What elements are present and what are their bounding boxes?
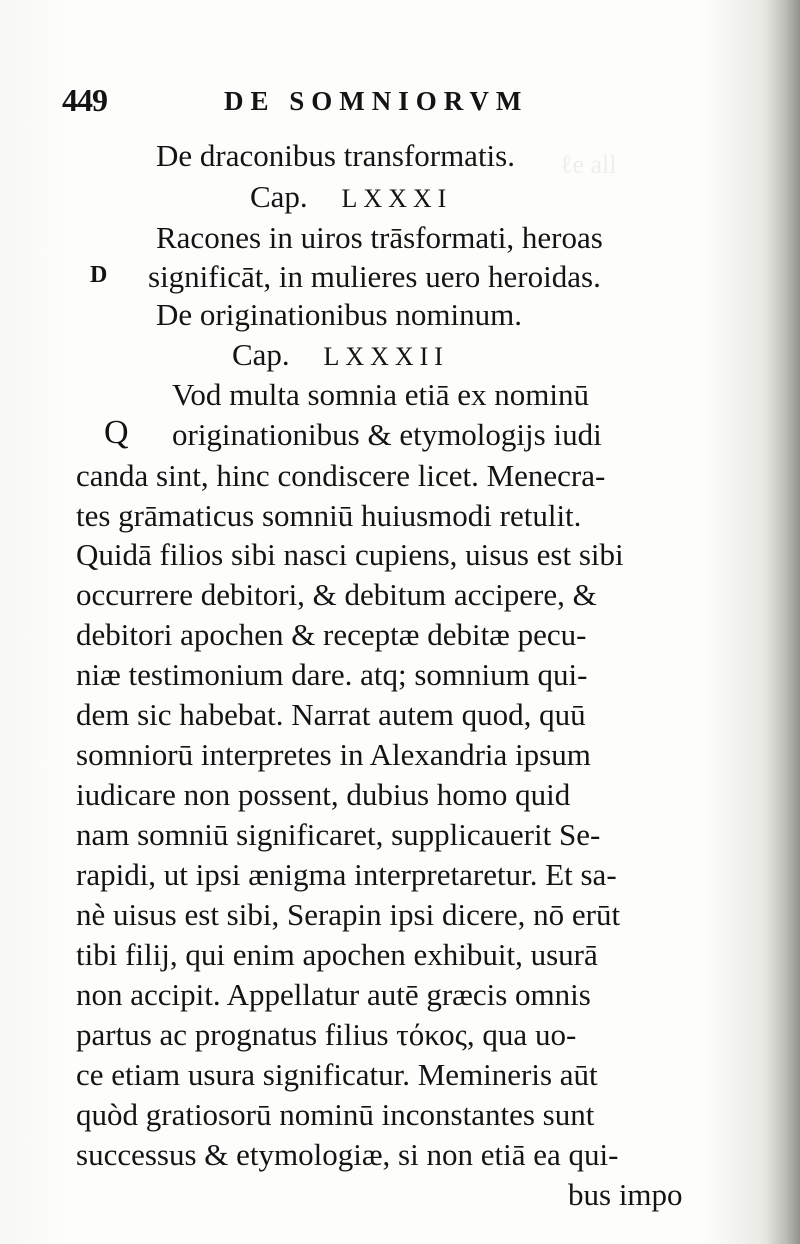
body-line: non accipit. Appellatur autē græcis omnis — [76, 977, 591, 1012]
page-number: 449 — [62, 82, 107, 118]
chapter-heading — [250, 179, 452, 217]
body-line: dem sic habebat. Narrat autem quod, quū — [76, 697, 586, 732]
cap-number: LXXXII — [323, 342, 449, 371]
body-line: quòd gratiosorū nominū inconstantes sunt — [76, 1097, 595, 1132]
body-line: debitori apochen & receptæ debitæ pecu- — [76, 617, 587, 652]
page-edge-shadow — [766, 0, 800, 1244]
section-title: De originationibus nominum. — [156, 297, 522, 332]
body-line: nè uisus est sibi, Serapin ipsi dicere, nō erūt — [76, 897, 621, 932]
body-line: iudicare non possent, dubius homo quid — [76, 777, 571, 812]
body-line: partus ac prognatus filius τόκος, qua uo- — [76, 1017, 577, 1052]
catchword: bus impo — [568, 1177, 683, 1212]
cap-number: LXXXI — [341, 184, 453, 213]
body-line: Quidā filios sibi nasci cupiens, uisus est sibi — [76, 537, 624, 572]
body-line: rapidi, ut ipsi ænigma interpretaretur. Et sa- — [76, 857, 617, 892]
bleed-through: ℓe all — [560, 150, 617, 179]
body-line: canda sint, hinc condiscere licet. Menecra- — [76, 458, 606, 493]
body-line: tibi filij, qui enim apochen exhibuit, usurā — [76, 937, 598, 972]
body-line: Vod multa somnia etiā ex nominū — [172, 377, 590, 412]
body-line: niæ testimonium dare. atq; somnium qui- — [76, 657, 588, 692]
body-line: ce etiam usura significatur. Memineris aūt — [76, 1057, 598, 1092]
body-line: originationibus & etymologijs iudi — [172, 417, 602, 452]
body-line: somniorū interpretes in Alexandria ipsum — [76, 737, 591, 772]
margin-letter: Q — [104, 414, 129, 451]
margin-letter: D — [90, 262, 108, 288]
running-head: DE SOMNIORVM — [224, 86, 529, 116]
page-header — [62, 82, 622, 122]
body-line: nam somniū significaret, supplicauerit Se- — [76, 817, 601, 852]
cap-label: Cap. — [232, 337, 290, 372]
body-line: occurrere debitori, & debitum accipere, & — [76, 577, 597, 612]
chapter-heading — [232, 337, 449, 375]
body-line: Racones in uiros trāsformati, heroas — [156, 220, 603, 255]
section-title: De draconibus transformatis. — [156, 138, 515, 173]
body-line: significāt, in mulieres uero heroidas. — [148, 259, 601, 294]
cap-label: Cap. — [250, 179, 308, 214]
body-line: tes grāmaticus somniū huiusmodi retulit. — [76, 498, 582, 533]
body-line: successus & etymologiæ, si non etiā ea qui- — [76, 1137, 619, 1172]
